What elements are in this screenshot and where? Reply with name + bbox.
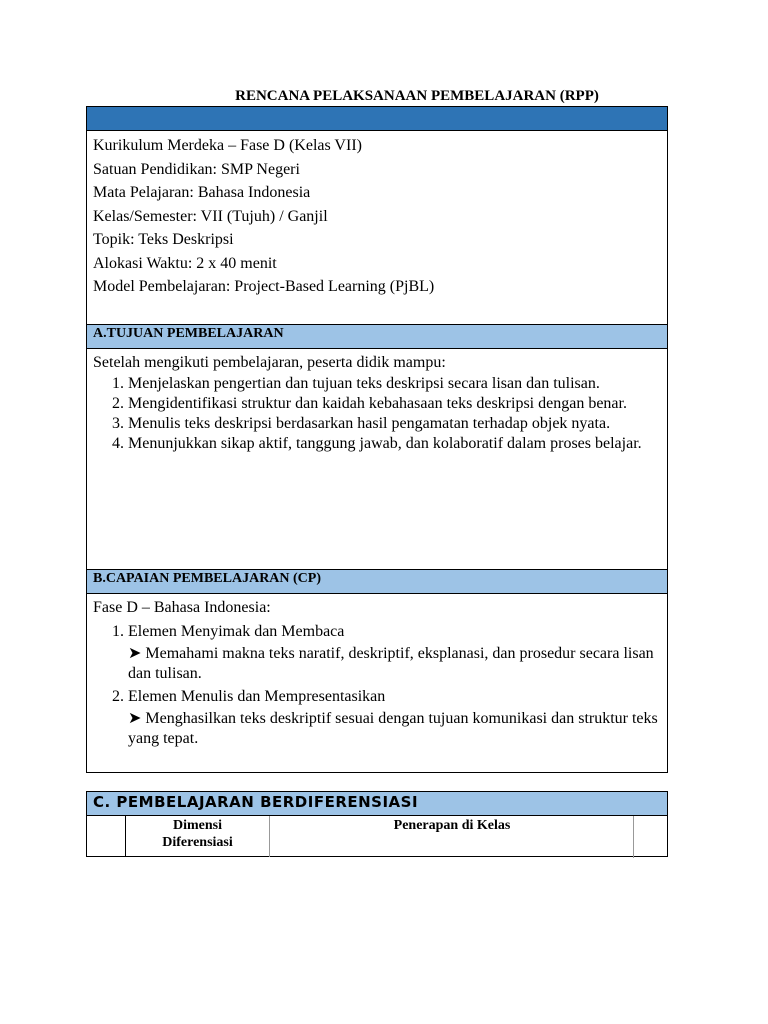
penerapan-column-header: Penerapan di Kelas — [271, 816, 634, 858]
identity-table — [86, 106, 668, 325]
tujuan-header: A.TUJUAN PEMBELAJARAN — [87, 325, 667, 349]
diferensiasi-section — [86, 791, 668, 857]
model-pembelajaran-line: Model Pembelajaran: Project-Based Learning (PjBL) — [93, 278, 435, 295]
tujuan-list — [93, 375, 661, 453]
document-title: RENCANA PELAKSANAAN PEMBELAJARAN (RPP) — [235, 88, 599, 104]
kelas-semester-line: Kelas/Semester: VII (Tujuh) / Ganjil — [93, 207, 328, 225]
identity-header-bar — [87, 107, 667, 131]
tujuan-body — [87, 349, 667, 453]
blank-cell — [634, 816, 667, 857]
topik-line: Topik: Teks Deskripsi — [93, 231, 234, 248]
blank-cell — [87, 816, 126, 857]
capaian-element-detail: ➤ Menghasilkan teks deskriptif sesuai dengan tujuan komunikasi dan struktur teks yang tepat. — [128, 710, 658, 747]
list-item: 3. Menulis teks deskripsi berdasarkan hasil pengamatan terhadap objek nyata. — [128, 415, 661, 433]
capaian-element-label: Elemen Menulis dan Mempresentasikan — [128, 688, 386, 705]
capaian-element-detail: ➤ Memahami makna teks naratif, deskriptif, eksplanasi, dan prosedur secara lisan dan tulisan. — [128, 645, 654, 682]
dimensi-column-header: Dimensi Diferensiasi — [126, 816, 270, 857]
satuan-pendidikan-line: Satuan Pendidikan: SMP Negeri — [93, 160, 300, 178]
list-item — [128, 685, 661, 748]
list-item: 4. Menunjukkan sikap aktif, tanggung jawab, dan kolaboratif dalam proses belajar. — [128, 435, 661, 453]
kurikulum-line: Kurikulum Merdeka – Fase D (Kelas VII) — [93, 137, 362, 154]
list-item — [128, 620, 661, 683]
capaian-intro: Fase D – Bahasa Indonesia: — [93, 599, 271, 616]
tujuan-section — [86, 324, 668, 571]
capaian-element-label: Elemen Menyimak dan Membaca — [128, 623, 345, 640]
list-item: 2. Mengidentifikasi struktur dan kaidah kebahasaan teks deskripsi dengan benar. — [128, 395, 661, 413]
capaian-header: B.CAPAIAN PEMBELAJARAN (CP) — [87, 570, 667, 594]
alokasi-waktu-line: Alokasi Waktu: 2 x 40 menit — [93, 254, 277, 272]
list-item: 1. Menjelaskan pengertian dan tujuan teks deskripsi secara lisan dan tulisan. — [128, 375, 661, 393]
identity-info — [87, 131, 667, 299]
mata-pelajaran-line: Mata Pelajaran: Bahasa Indonesia — [93, 184, 311, 201]
diferensiasi-header: C. PEMBELAJARAN BERDIFERENSIASI — [87, 792, 667, 816]
capaian-list — [93, 620, 661, 748]
diferensiasi-table-header-row — [87, 816, 667, 857]
capaian-section — [86, 569, 668, 773]
tujuan-intro: Setelah mengikuti pembelajaran, peserta didik mampu: — [93, 354, 446, 371]
capaian-body — [87, 594, 667, 748]
